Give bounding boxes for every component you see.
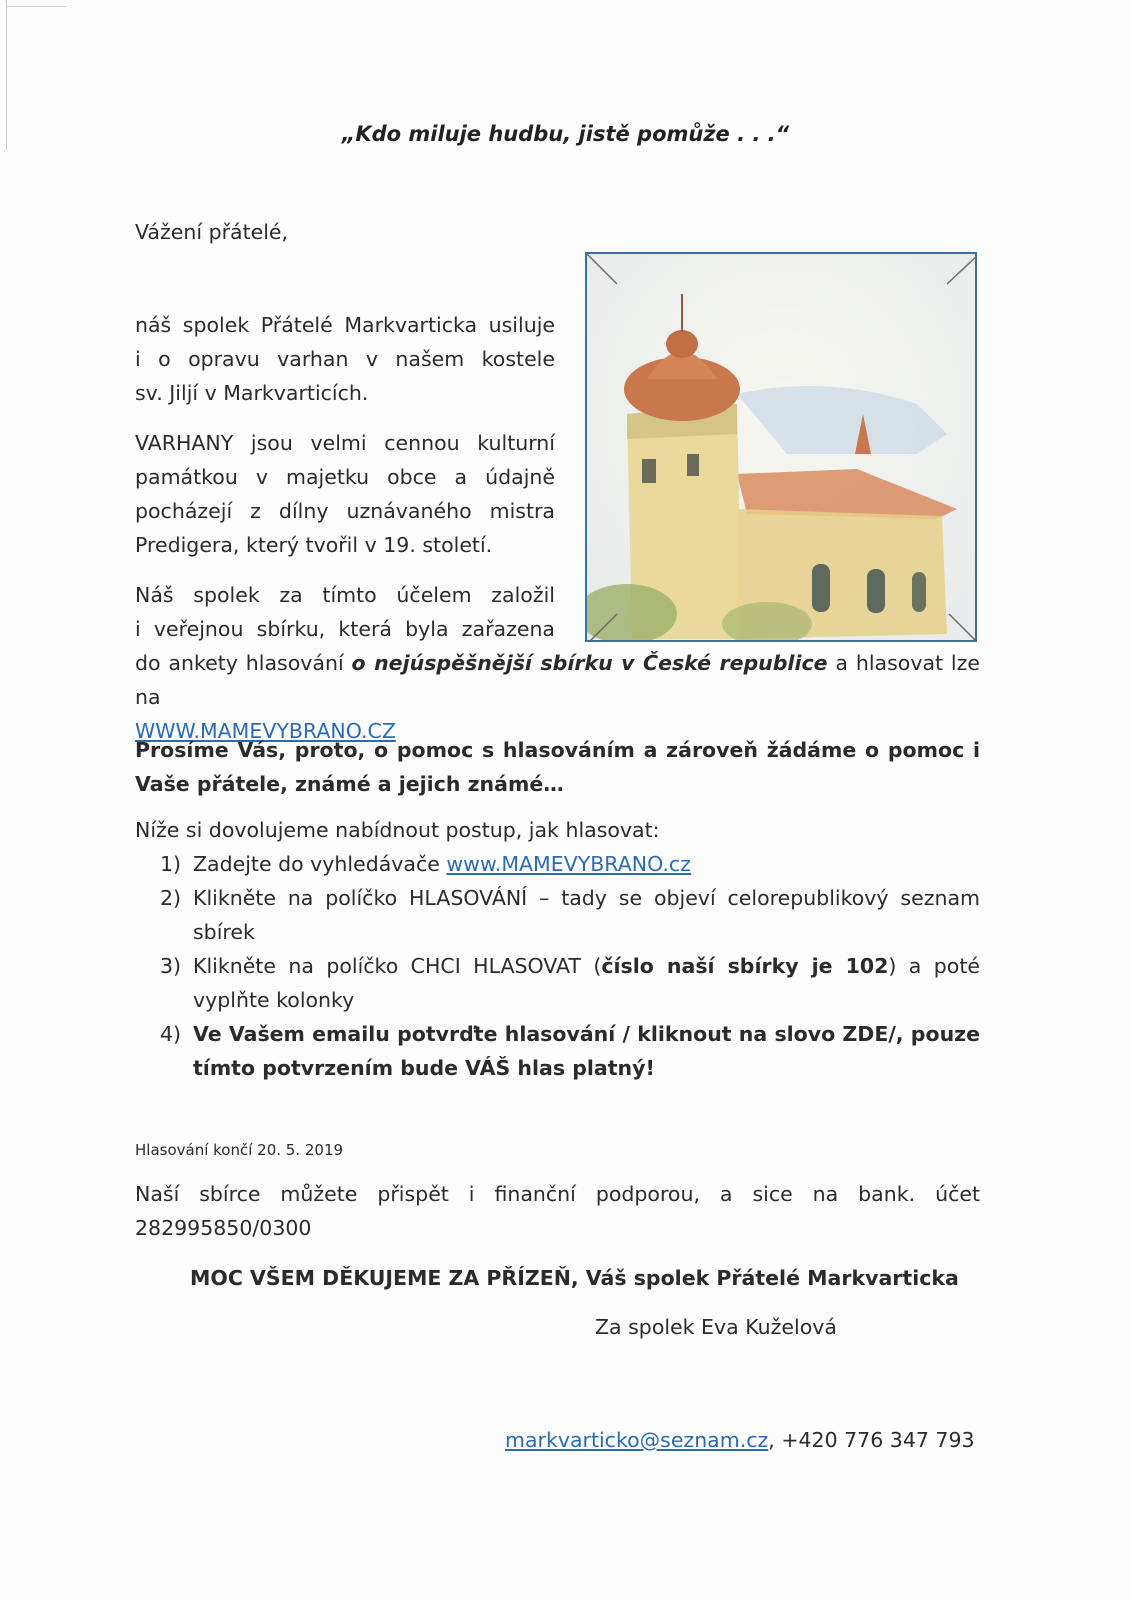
thanks-line: MOC VŠEM DĚKUJEME ZA PŘÍZEŇ, Váš spolek Přátelé Markvarticka (190, 1266, 959, 1290)
collection-number: číslo naší sbírky je 102 (601, 954, 889, 978)
voting-steps (160, 847, 980, 1085)
website-link[interactable]: WWW.MAMEVYBRANO.CZ (135, 719, 396, 743)
scan-edge-top (6, 6, 66, 7)
contest-name: o nejúspěšnější sbírku v České republice (351, 651, 828, 675)
step-item (160, 1017, 980, 1085)
step-item (160, 847, 980, 881)
donation-line: Naší sbírce můžete přispět i finanční podporou, a sice na bank. účet (135, 1182, 980, 1206)
bank-account: 282995850/0300 (135, 1216, 312, 1240)
step-number: 3) (160, 954, 182, 978)
step-item (160, 881, 980, 949)
step-number: 2) (160, 886, 182, 910)
step-item (160, 949, 980, 1017)
request-text: Prosíme Vás, proto, o pomoc s hlasováním a zároveň žádáme o pomoc i Vaše přátele, známé a jejich známé… (135, 738, 980, 796)
intro-line: náš spolek Přátelé Markvarticka usiluje (135, 313, 555, 337)
organ-line: památkou v majetku obce a údajně (135, 465, 555, 489)
organ-line: Predigera, který tvořil v 19. století. (135, 533, 493, 557)
collection-paragraph (135, 578, 555, 646)
step-number: 4) (160, 1022, 182, 1046)
contact-line (505, 1423, 975, 1457)
intro-line: i o opravu varhan v našem kostele (135, 347, 555, 371)
email-link[interactable]: markvarticko@seznam.cz (505, 1428, 769, 1452)
step-text: Klikněte na políčko HLASOVÁNÍ – tady se objeví celorepublikový seznam sbírek (193, 886, 980, 944)
search-link[interactable]: www.MAMEVYBRANO.cz (446, 852, 691, 876)
deadline: Hlasování končí 20. 5. 2019 (135, 1141, 344, 1159)
signature: Za spolek Eva Kuželová (595, 1315, 837, 1339)
intro-line: sv. Jiljí v Markvarticích. (135, 381, 369, 405)
greeting: Vážení přátelé, (135, 220, 289, 244)
organ-line: VARHANY jsou velmi cennou kulturní (135, 431, 555, 455)
collection-text: a hlasovat lze na (135, 651, 981, 709)
church-watercolor-icon (587, 254, 977, 642)
collection-text: do ankety hlasování (135, 651, 352, 675)
step-number: 1) (160, 852, 182, 876)
request-paragraph (135, 733, 980, 801)
organ-line: pocházejí z dílny uznávaného mistra (135, 499, 555, 523)
step-text: ) a poté vyplňte kolonky (193, 954, 980, 1012)
page-title: „Kdo miluje hudbu, jistě pomůže . . .“ (341, 122, 790, 146)
collection-line: Náš spolek za tímto účelem založil (135, 583, 555, 607)
step-text: Klikněte na políčko CHCI HLASOVAT ( (193, 954, 602, 978)
step-text: Zadejte do vyhledávače (193, 852, 447, 876)
church-illustration (585, 252, 977, 642)
donation-paragraph (135, 1177, 980, 1245)
collection-line: i veřejnou sbírku, která byla zařazena (135, 617, 555, 641)
steps-intro: Níže si dovolujeme nabídnout postup, jak hlasovat: (135, 818, 660, 842)
intro-paragraph (135, 308, 555, 410)
organ-paragraph (135, 426, 555, 562)
collection-line3 (135, 646, 980, 714)
step-text: Ve Vašem emailu potvrďte hlasování / kliknout na slovo ZDE/, pouze tímto potvrzením bude VÁŠ hlas platný! (193, 1022, 980, 1080)
phone-number: , +420 776 347 793 (768, 1428, 975, 1452)
